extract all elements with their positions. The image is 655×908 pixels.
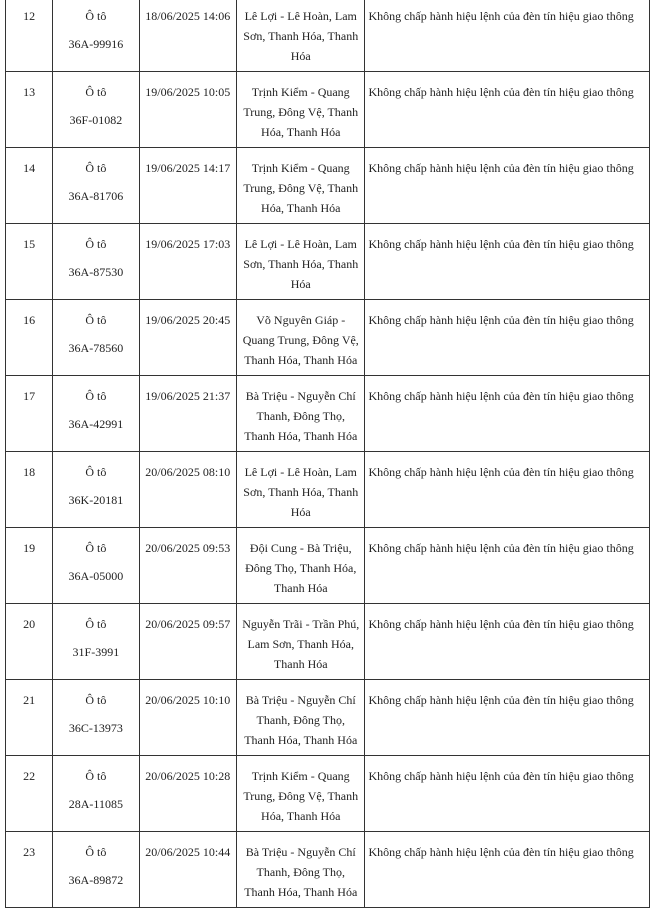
row-number: 15: [6, 224, 53, 300]
violation-description: Không chấp hành hiệu lệnh của đèn tín hiệu giao thông: [365, 300, 650, 376]
vehicle-cell: [53, 148, 139, 224]
table-row: [6, 680, 650, 756]
vehicle-type: Ô tô: [85, 845, 107, 859]
row-number: 22: [6, 756, 53, 832]
table-row: [6, 832, 650, 908]
violation-datetime: 20/06/2025 08:10: [139, 452, 237, 528]
vehicle-cell: [53, 832, 139, 908]
vehicle-type: Ô tô: [85, 541, 107, 555]
vehicle-type: Ô tô: [85, 389, 107, 403]
violations-table: [5, 0, 650, 908]
violation-datetime: 20/06/2025 10:28: [139, 756, 237, 832]
table-row: [6, 376, 650, 452]
license-plate: 36A-87530: [68, 265, 124, 279]
vehicle-type: Ô tô: [85, 85, 107, 99]
vehicle-type: Ô tô: [85, 237, 107, 251]
row-number: 18: [6, 452, 53, 528]
vehicle-cell: [53, 224, 139, 300]
row-number: 19: [6, 528, 53, 604]
license-plate: 36A-89872: [68, 873, 124, 887]
row-number: 20: [6, 604, 53, 680]
violation-location: Bà Triệu - Nguyễn Chí Thanh, Đông Thọ, Thanh Hóa, Thanh Hóa: [237, 832, 365, 908]
table-row: [6, 528, 650, 604]
vehicle-cell: [53, 376, 139, 452]
violation-description: Không chấp hành hiệu lệnh của đèn tín hiệu giao thông: [365, 224, 650, 300]
table-row: [6, 452, 650, 528]
violations-table-body: [6, 0, 650, 908]
row-number: 14: [6, 148, 53, 224]
violation-description: Không chấp hành hiệu lệnh của đèn tín hiệu giao thông: [365, 376, 650, 452]
vehicle-type: Ô tô: [85, 617, 107, 631]
violation-datetime: 20/06/2025 10:10: [139, 680, 237, 756]
violation-description: Không chấp hành hiệu lệnh của đèn tín hiệu giao thông: [365, 832, 650, 908]
vehicle-cell: [53, 680, 139, 756]
vehicle-cell: [53, 528, 139, 604]
vehicle-cell: [53, 0, 139, 72]
table-row: [6, 0, 650, 72]
violation-description: Không chấp hành hiệu lệnh của đèn tín hiệu giao thông: [365, 604, 650, 680]
row-number: 12: [6, 0, 53, 72]
violation-location: Lê Lợi - Lê Hoàn, Lam Sơn, Thanh Hóa, Thanh Hóa: [237, 452, 365, 528]
vehicle-type: Ô tô: [85, 9, 107, 23]
row-number: 16: [6, 300, 53, 376]
vehicle-type: Ô tô: [85, 465, 107, 479]
violation-datetime: 19/06/2025 20:45: [139, 300, 237, 376]
vehicle-cell: [53, 300, 139, 376]
vehicle-cell: [53, 604, 139, 680]
violation-location: Bà Triệu - Nguyễn Chí Thanh, Đông Thọ, Thanh Hóa, Thanh Hóa: [237, 680, 365, 756]
violation-datetime: 20/06/2025 09:57: [139, 604, 237, 680]
license-plate: 36A-42991: [68, 417, 124, 431]
license-plate: 28A-11085: [68, 797, 123, 811]
vehicle-type: Ô tô: [85, 769, 107, 783]
violation-location: Bà Triệu - Nguyễn Chí Thanh, Đông Thọ, Thanh Hóa, Thanh Hóa: [237, 376, 365, 452]
vehicle-type: Ô tô: [85, 161, 107, 175]
row-number: 23: [6, 832, 53, 908]
vehicle-type: Ô tô: [85, 693, 107, 707]
license-plate: 36A-99916: [68, 37, 124, 51]
violation-location: Võ Nguyên Giáp - Quang Trung, Đông Vệ, Thanh Hóa, Thanh Hóa: [237, 300, 365, 376]
license-plate: 36F-01082: [69, 113, 123, 127]
violation-description: Không chấp hành hiệu lệnh của đèn tín hiệu giao thông: [365, 72, 650, 148]
violation-location: Trịnh Kiểm - Quang Trung, Đông Vệ, Thanh Hóa, Thanh Hóa: [237, 148, 365, 224]
license-plate: 31F-3991: [72, 645, 120, 659]
violation-location: Lê Lợi - Lê Hoàn, Lam Sơn, Thanh Hóa, Thanh Hóa: [237, 224, 365, 300]
violation-datetime: 20/06/2025 10:44: [139, 832, 237, 908]
table-row: [6, 224, 650, 300]
row-number: 17: [6, 376, 53, 452]
vehicle-type: Ô tô: [85, 313, 107, 327]
violation-datetime: 18/06/2025 14:06: [139, 0, 237, 72]
vehicle-cell: [53, 452, 139, 528]
violation-location: Trịnh Kiểm - Quang Trung, Đông Vệ, Thanh Hóa, Thanh Hóa: [237, 72, 365, 148]
violation-description: Không chấp hành hiệu lệnh của đèn tín hiệu giao thông: [365, 452, 650, 528]
license-plate: 36C-13973: [68, 721, 123, 735]
violation-location: Trịnh Kiểm - Quang Trung, Đông Vệ, Thanh Hóa, Thanh Hóa: [237, 756, 365, 832]
violation-datetime: 19/06/2025 17:03: [139, 224, 237, 300]
table-row: [6, 604, 650, 680]
violation-description: Không chấp hành hiệu lệnh của đèn tín hiệu giao thông: [365, 756, 650, 832]
table-row: [6, 756, 650, 832]
table-row: [6, 148, 650, 224]
license-plate: 36A-05000: [68, 569, 124, 583]
table-row: [6, 72, 650, 148]
violation-datetime: 19/06/2025 14:17: [139, 148, 237, 224]
violation-description: Không chấp hành hiệu lệnh của đèn tín hiệu giao thông: [365, 148, 650, 224]
violation-location: Lê Lợi - Lê Hoàn, Lam Sơn, Thanh Hóa, Thanh Hóa: [237, 0, 365, 72]
violation-location: Đội Cung - Bà Triệu, Đông Thọ, Thanh Hóa, Thanh Hóa: [237, 528, 365, 604]
vehicle-cell: [53, 72, 139, 148]
license-plate: 36A-78560: [68, 341, 124, 355]
vehicle-cell: [53, 756, 139, 832]
row-number: 21: [6, 680, 53, 756]
violation-datetime: 19/06/2025 10:05: [139, 72, 237, 148]
table-row: [6, 300, 650, 376]
violation-description: Không chấp hành hiệu lệnh của đèn tín hiệu giao thông: [365, 680, 650, 756]
violation-location: Nguyễn Trãi - Trần Phú, Lam Sơn, Thanh Hóa, Thanh Hóa: [237, 604, 365, 680]
license-plate: 36A-81706: [68, 189, 124, 203]
violation-description: Không chấp hành hiệu lệnh của đèn tín hiệu giao thông: [365, 0, 650, 72]
row-number: 13: [6, 72, 53, 148]
violation-datetime: 20/06/2025 09:53: [139, 528, 237, 604]
license-plate: 36K-20181: [68, 493, 124, 507]
violation-description: Không chấp hành hiệu lệnh của đèn tín hiệu giao thông: [365, 528, 650, 604]
violation-datetime: 19/06/2025 21:37: [139, 376, 237, 452]
